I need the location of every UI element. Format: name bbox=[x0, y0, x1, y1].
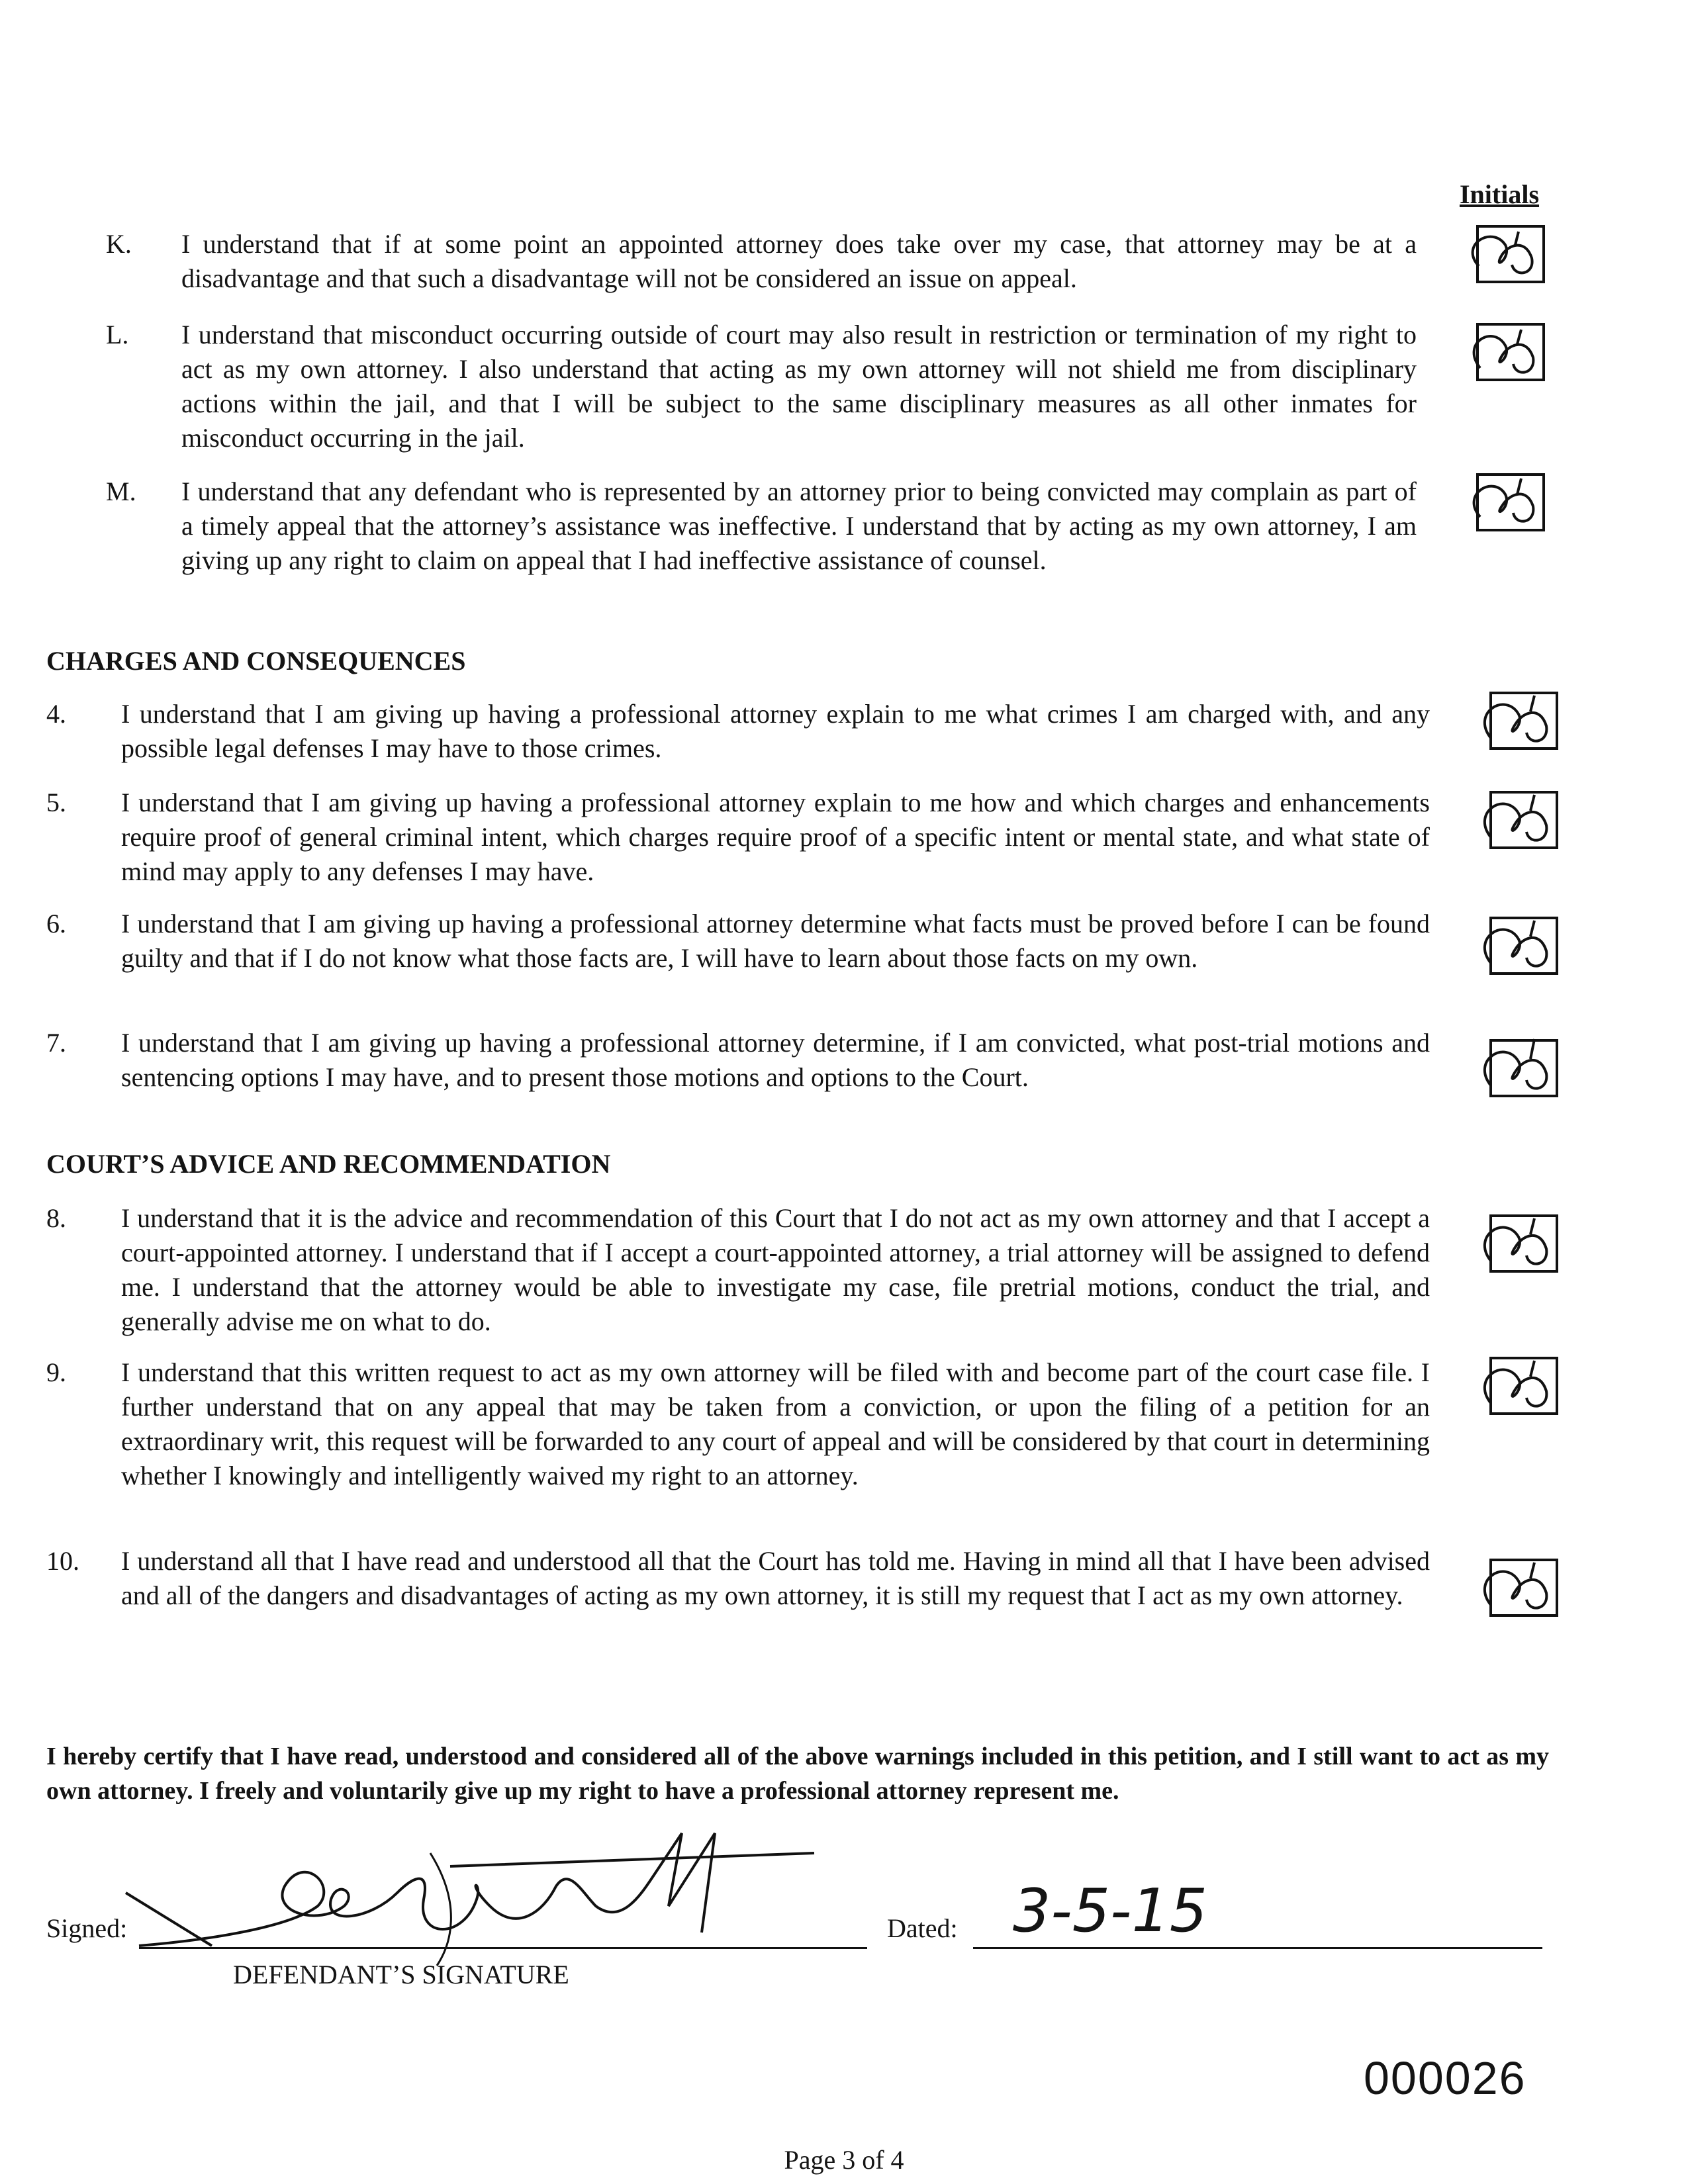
initials-box-7 bbox=[1489, 1039, 1558, 1097]
handwritten-initials bbox=[1466, 1208, 1565, 1281]
initials-box-6 bbox=[1489, 917, 1558, 975]
initials-box-m bbox=[1476, 473, 1545, 531]
clause-label: 7. bbox=[46, 1028, 66, 1058]
clause-label: 8. bbox=[46, 1203, 66, 1233]
section-heading-court-advice: COURT’S ADVICE AND RECOMMENDATION bbox=[46, 1149, 611, 1179]
handwritten-initials bbox=[1466, 685, 1565, 758]
clause-text: I understand that I am giving up having a professional attorney explain to me what crimes I am charged with, and any possible legal defenses I may have to those crimes. bbox=[121, 699, 1430, 763]
clause-text: I understand that if at some point an appointed attorney does take over my case, that attorney may be at a disadvantage and that such a disadvantage will not be considered an issue on appeal. bbox=[181, 229, 1417, 293]
handwritten-initials bbox=[1466, 1032, 1565, 1105]
clause-text: I understand that I am giving up having a professional attorney determine, if I am convicted, what post-trial motions and sentencing options I may have, and to present those motions and options to the Court. bbox=[121, 1028, 1430, 1092]
section-heading-charges: CHARGES AND CONSEQUENCES bbox=[46, 646, 466, 676]
clause-text: I understand that I am giving up having a professional attorney explain to me how and which charges and enhancements require proof of general criminal intent, which charges require proof of a specific intent or mental state, and what state of mind may apply to any defenses I may have. bbox=[121, 788, 1430, 886]
handwritten-initials bbox=[1466, 1350, 1565, 1423]
initials-box-l bbox=[1476, 323, 1545, 381]
signature-caption: DEFENDANT’S SIGNATURE bbox=[233, 1960, 569, 1989]
clause-text: I understand that this written request to act as my own attorney will be filed with and become part of the court case file. I further understand that on any appeal that may be taken from a conviction, or upon the filing of a petition for an extraordinary writ, this request will be forwarded to any court of appeal and will be considered by that court in determining whether I knowingly and intelligently waived my right to an attorney. bbox=[121, 1357, 1430, 1490]
initials-box-k bbox=[1476, 225, 1545, 283]
initials-box-4 bbox=[1489, 692, 1558, 750]
date-value: 3-5-15 bbox=[1013, 1876, 1207, 1946]
clause-label: 9. bbox=[46, 1357, 66, 1387]
clause-label: 6. bbox=[46, 909, 66, 938]
clause-text: I understand that it is the advice and recommendation of this Court that I do not act as my own attorney and that I accept a court-appointed attorney. I understand that if I accept a court-appointed attorney, a trial attorney will be assigned to defend me. I understand that the attorney would be able to investigate my case, file pretrial motions, conduct the trial, and generally advise me on what to do. bbox=[121, 1203, 1430, 1336]
initials-column-header: Initials bbox=[1459, 179, 1540, 209]
initials-box-9 bbox=[1489, 1357, 1558, 1415]
handwritten-initials bbox=[1452, 218, 1552, 291]
clause-label: M. bbox=[106, 477, 136, 506]
clause-text: I understand that misconduct occurring outside of court may also result in restriction or termination of my right to act as my own attorney. I also understand that acting as my own attorney will not shield me from disciplinary actions within the jail, and that I will be subject to the same disciplinary measures as all other inmates for misconduct occurring in the jail. bbox=[181, 320, 1417, 453]
handwritten-initials bbox=[1452, 467, 1552, 539]
clause-text: I understand all that I have read and understood all that the Court has told me. Having in mind all that I have been advised and all of the dangers and disadvantages of acting as my own attorney, it is still my request that I act as my own attorney. bbox=[121, 1546, 1430, 1610]
bates-number: 000026 bbox=[1364, 2052, 1526, 2104]
clause-text: I understand that I am giving up having a professional attorney determine what facts must be proved before I can be found guilty and that if I do not know what those facts are, I will have to learn about those facts on my own. bbox=[121, 909, 1430, 973]
defendant-signature bbox=[119, 1813, 880, 1985]
clause-label: K. bbox=[106, 229, 132, 259]
handwritten-initials bbox=[1452, 316, 1552, 389]
certification-statement: I hereby certify that I have read, understood and considered all of the above warnings included in this petition, and I still want to act as my own attorney. I freely and voluntarily give up my right to have a professional attorney represent me. bbox=[46, 1743, 1549, 1805]
initials-box-10 bbox=[1489, 1559, 1558, 1617]
clause-text: I understand that any defendant who is represented by an attorney prior to being convicted may complain as part of a timely appeal that the attorney’s assistance was ineffective. I understand that by acting as my own attorney, I am giving up any right to claim on appeal that I had ineffective assistance of counsel. bbox=[181, 477, 1417, 575]
page-number: Page 3 of 4 bbox=[784, 2145, 904, 2175]
handwritten-initials bbox=[1466, 910, 1565, 983]
clause-label: 10. bbox=[46, 1546, 79, 1576]
clause-label: L. bbox=[106, 320, 129, 349]
initials-box-8 bbox=[1489, 1214, 1558, 1273]
handwritten-initials bbox=[1466, 784, 1565, 857]
date-line bbox=[973, 1947, 1542, 1949]
initials-box-5 bbox=[1489, 791, 1558, 849]
clause-label: 5. bbox=[46, 788, 66, 817]
clause-label: 4. bbox=[46, 699, 66, 729]
dated-label: Dated: bbox=[887, 1913, 958, 1943]
signed-label: Signed: bbox=[46, 1913, 128, 1943]
handwritten-initials bbox=[1466, 1552, 1565, 1625]
